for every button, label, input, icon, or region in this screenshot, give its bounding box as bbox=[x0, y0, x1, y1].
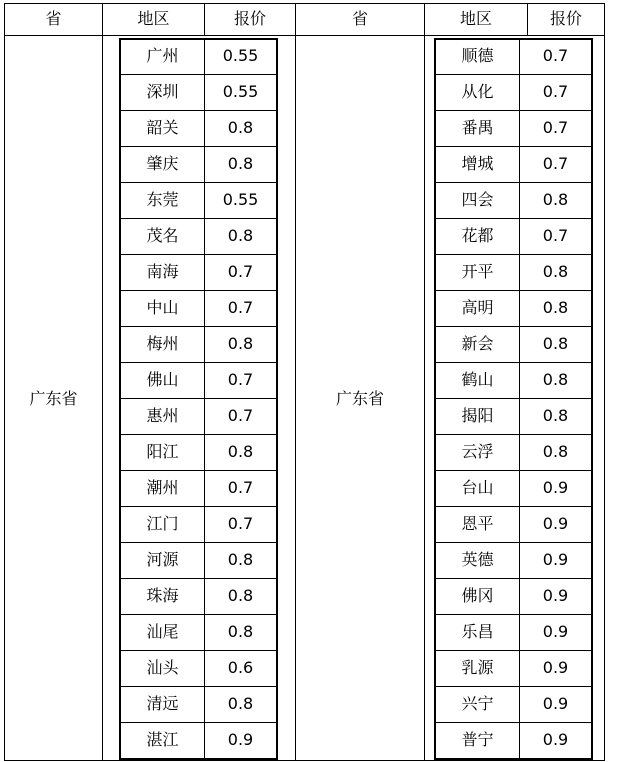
price-cell: 0.7 bbox=[542, 82, 569, 101]
region-cell: 广州 bbox=[146, 46, 179, 65]
region-cell: 佛冈 bbox=[461, 586, 494, 605]
price-cell: 0.55 bbox=[222, 82, 259, 101]
price-cell: 0.7 bbox=[227, 298, 254, 317]
region-cell: 新会 bbox=[461, 334, 494, 353]
price-cell: 0.9 bbox=[542, 622, 569, 641]
price-cell: 0.7 bbox=[227, 406, 254, 425]
region-cell: 兴宁 bbox=[461, 694, 494, 713]
price-cell: 0.9 bbox=[542, 514, 569, 533]
header-region-left: 地区 bbox=[137, 9, 170, 28]
region-cell: 花都 bbox=[461, 226, 494, 245]
price-cell: 0.9 bbox=[542, 550, 569, 569]
province-cell-right: 广东省 bbox=[335, 389, 384, 408]
region-cell: 佛山 bbox=[146, 370, 179, 389]
col-divider-1 bbox=[102, 3, 103, 761]
region-cell: 深圳 bbox=[146, 82, 179, 101]
region-cell: 汕头 bbox=[146, 658, 179, 677]
price-cell: 0.8 bbox=[227, 586, 254, 605]
price-cell: 0.8 bbox=[542, 370, 569, 389]
price-cell: 0.9 bbox=[542, 694, 569, 713]
price-cell: 0.9 bbox=[542, 586, 569, 605]
price-cell: 0.9 bbox=[227, 730, 254, 749]
price-cell: 0.9 bbox=[542, 730, 569, 749]
price-cell: 0.8 bbox=[542, 334, 569, 353]
price-cell: 0.7 bbox=[227, 370, 254, 389]
price-cell: 0.7 bbox=[542, 46, 569, 65]
price-cell: 0.8 bbox=[542, 298, 569, 317]
inner-row-line bbox=[434, 758, 593, 760]
region-cell: 揭阳 bbox=[461, 406, 494, 425]
region-cell: 英德 bbox=[461, 550, 494, 569]
price-cell: 0.9 bbox=[542, 658, 569, 677]
price-cell: 0.8 bbox=[542, 406, 569, 425]
price-cell: 0.9 bbox=[542, 478, 569, 497]
price-cell: 0.8 bbox=[227, 118, 254, 137]
region-cell: 开平 bbox=[461, 262, 494, 281]
region-cell: 普宁 bbox=[461, 730, 494, 749]
header-price-left: 报价 bbox=[233, 9, 266, 28]
province-cell-left: 广东省 bbox=[29, 389, 78, 408]
region-cell: 东莞 bbox=[146, 190, 179, 209]
price-cell: 0.7 bbox=[227, 478, 254, 497]
price-cell: 0.8 bbox=[227, 442, 254, 461]
col-divider-4 bbox=[424, 3, 425, 761]
price-cell: 0.8 bbox=[542, 190, 569, 209]
price-cell: 0.8 bbox=[227, 550, 254, 569]
price-cell: 0.8 bbox=[227, 622, 254, 641]
header-province-right: 省 bbox=[351, 9, 368, 28]
region-cell: 南海 bbox=[146, 262, 179, 281]
region-cell: 云浮 bbox=[461, 442, 494, 461]
region-cell: 韶关 bbox=[146, 118, 179, 137]
header-col-divider-left bbox=[204, 3, 205, 36]
col-divider-mid bbox=[295, 3, 296, 761]
region-cell: 增城 bbox=[461, 154, 494, 173]
header-region-right: 地区 bbox=[459, 9, 492, 28]
region-cell: 肇庆 bbox=[146, 154, 179, 173]
header-divider bbox=[4, 35, 605, 36]
region-cell: 阳江 bbox=[146, 442, 179, 461]
region-cell: 茂名 bbox=[146, 226, 179, 245]
price-cell: 0.7 bbox=[542, 154, 569, 173]
region-cell: 珠海 bbox=[146, 586, 179, 605]
price-cell: 0.7 bbox=[227, 262, 254, 281]
price-cell: 0.8 bbox=[227, 694, 254, 713]
header-price-right: 报价 bbox=[549, 9, 582, 28]
region-cell: 顺德 bbox=[461, 46, 494, 65]
price-cell: 0.55 bbox=[222, 46, 259, 65]
region-cell: 江门 bbox=[146, 514, 179, 533]
price-cell: 0.8 bbox=[542, 262, 569, 281]
region-cell: 湛江 bbox=[146, 730, 179, 749]
price-cell: 0.6 bbox=[227, 658, 254, 677]
region-cell: 鹤山 bbox=[461, 370, 494, 389]
border-top bbox=[4, 3, 605, 4]
price-cell: 0.8 bbox=[542, 442, 569, 461]
region-cell: 清远 bbox=[146, 694, 179, 713]
border-right bbox=[604, 3, 605, 761]
region-cell: 梅州 bbox=[146, 334, 179, 353]
price-cell: 0.8 bbox=[227, 226, 254, 245]
price-cell: 0.7 bbox=[542, 226, 569, 245]
price-cell: 0.7 bbox=[542, 118, 569, 137]
price-cell: 0.55 bbox=[222, 190, 259, 209]
price-cell: 0.8 bbox=[227, 154, 254, 173]
price-cell: 0.7 bbox=[227, 514, 254, 533]
inner-row-line bbox=[119, 758, 278, 760]
region-cell: 高明 bbox=[461, 298, 494, 317]
region-cell: 汕尾 bbox=[146, 622, 179, 641]
region-cell: 中山 bbox=[146, 298, 179, 317]
region-cell: 乐昌 bbox=[461, 622, 494, 641]
region-cell: 从化 bbox=[461, 82, 494, 101]
region-cell: 恩平 bbox=[461, 514, 494, 533]
region-cell: 乳源 bbox=[461, 658, 494, 677]
header-col-divider-right bbox=[527, 3, 528, 36]
region-cell: 四会 bbox=[461, 190, 494, 209]
region-cell: 河源 bbox=[146, 550, 179, 569]
region-cell: 惠州 bbox=[146, 406, 179, 425]
border-bottom bbox=[4, 760, 605, 761]
header-province-left: 省 bbox=[45, 9, 62, 28]
region-cell: 台山 bbox=[461, 478, 494, 497]
region-cell: 番禺 bbox=[461, 118, 494, 137]
region-cell: 潮州 bbox=[146, 478, 179, 497]
price-cell: 0.8 bbox=[227, 334, 254, 353]
border-left bbox=[4, 3, 5, 761]
